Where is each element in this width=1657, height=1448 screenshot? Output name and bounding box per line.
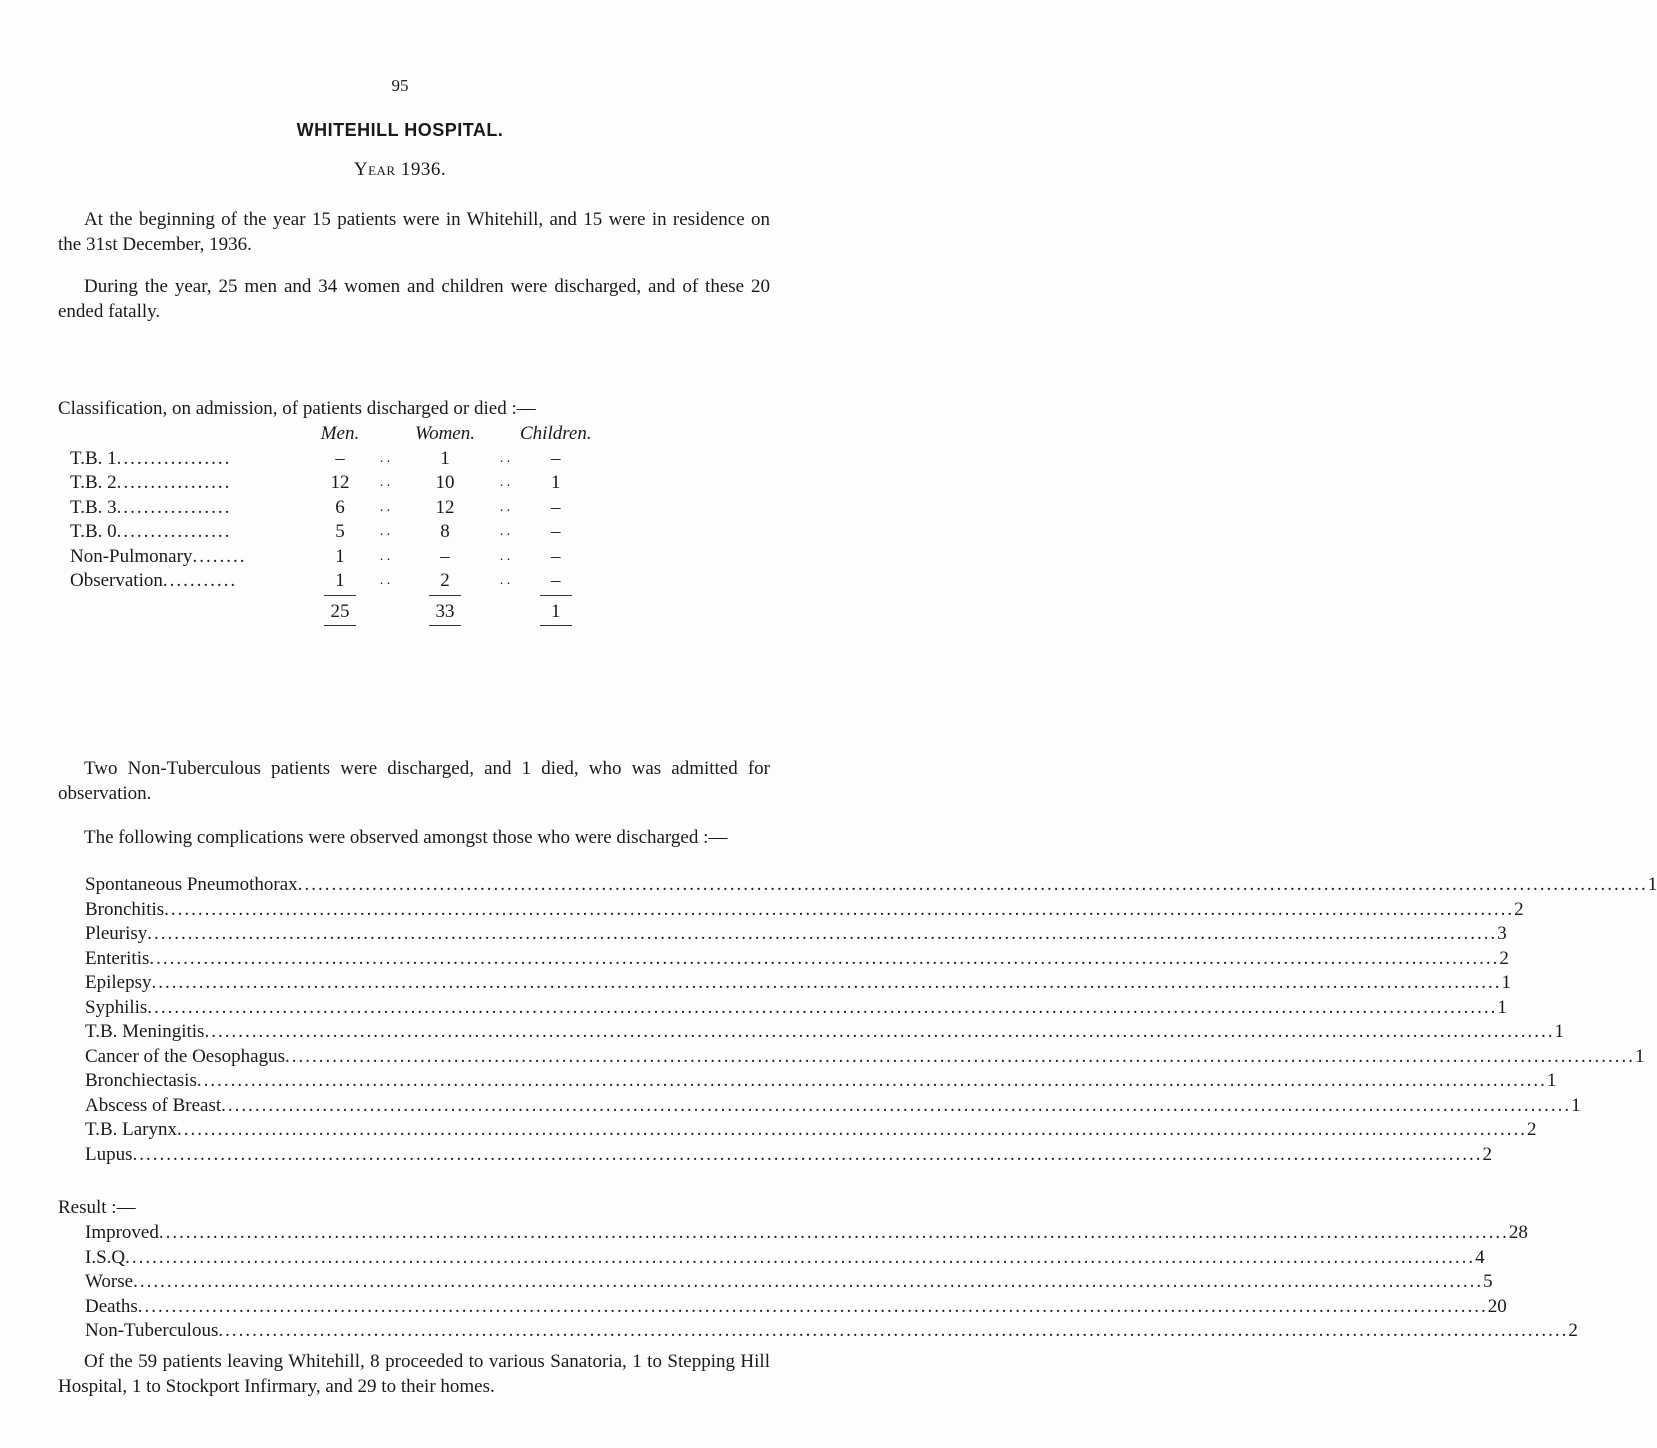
complication-row xyxy=(85,971,1511,996)
leader-dots: ................. xyxy=(116,521,232,542)
item-value: 4 xyxy=(1475,1246,1485,1268)
page-number: 95 xyxy=(391,76,409,95)
cell-children: – xyxy=(551,496,561,518)
leader-dots: ................. xyxy=(116,496,232,518)
paragraph-leaving xyxy=(58,1349,770,1399)
item-value: 1 xyxy=(1647,874,1657,895)
item-name: Lupus xyxy=(85,1143,133,1165)
classification-row xyxy=(70,569,592,594)
paragraph-5-text: Of the 59 patients leaving Whitehill, 8 proceeded to various Sanatoria, 1 to Stepping Hill Hospital, 1 to Stockport Infirmary, and 29 to their homes. xyxy=(58,1351,770,1397)
leader-dots: ........................................................................................................................................................................................................ xyxy=(147,996,1498,1018)
complication-row xyxy=(85,1094,1581,1119)
leader-dots: ................. xyxy=(116,472,232,493)
complication-row xyxy=(85,1118,1537,1143)
complication-row xyxy=(85,1045,1645,1070)
row-label-text: T.B. 2 xyxy=(70,472,117,493)
item-name: Epilepsy xyxy=(85,972,152,993)
leader-dots: ........................................................................................................................................................................................................ xyxy=(164,898,1515,920)
complications-list xyxy=(85,873,1657,1167)
leader-dots: ........ xyxy=(192,545,247,567)
separator-dots: . . xyxy=(499,548,511,564)
paragraph-2-text: During the year, 25 men and 34 women and children were discharged, and of these 20 ended fatally. xyxy=(58,276,770,322)
row-label-text: Observation xyxy=(70,570,163,591)
item-value: 2 xyxy=(1499,947,1509,969)
row-label-text: Non-Pulmonary xyxy=(70,545,193,567)
classification-intro: Classification, on admission, of patients discharged or died :— xyxy=(58,398,536,419)
cell-men: 1 xyxy=(335,570,345,591)
cell-women: 2 xyxy=(440,570,450,591)
result-row xyxy=(85,1295,1507,1320)
classification-row xyxy=(70,545,592,570)
row-label xyxy=(70,545,310,570)
classification-row xyxy=(70,447,592,472)
item-name: Bronchitis xyxy=(85,898,165,920)
item-name: Improved xyxy=(85,1222,159,1243)
leader-dots: ........................................................................................................................................................................................................ xyxy=(221,1094,1572,1116)
separator-dots: . . xyxy=(379,499,391,515)
row-label xyxy=(70,569,310,594)
item-name: Worse xyxy=(85,1271,134,1292)
complication-row xyxy=(85,947,1509,972)
separator-dots: . . xyxy=(379,450,391,466)
paragraph-discharged xyxy=(58,274,770,324)
leader-dots: ........... xyxy=(162,570,238,591)
paragraph-non-tuberculous xyxy=(58,756,770,806)
result-row xyxy=(85,1246,1485,1271)
item-value: 1 xyxy=(1497,996,1507,1018)
cell-children: – xyxy=(551,521,561,542)
paragraph-4-text: The following complications were observed amongst those who were discharged :— xyxy=(84,827,728,848)
paragraph-3-text: Two Non-Tuberculous patients were discharged, and 1 died, who was admitted for observation. xyxy=(58,758,770,804)
row-label xyxy=(70,471,310,496)
total-men: 25 xyxy=(324,595,356,626)
cell-women: 8 xyxy=(440,521,450,542)
separator-dots: . . xyxy=(379,524,391,539)
leader-dots: ........................................................................................................................................................................................................ xyxy=(177,1119,1527,1140)
complication-row xyxy=(85,1020,1564,1045)
item-name: Spontaneous Pneumothorax xyxy=(85,874,298,895)
item-value: 1 xyxy=(1501,972,1511,993)
total-children: 1 xyxy=(540,595,572,626)
result-row xyxy=(85,1319,1578,1344)
separator-dots: . . xyxy=(379,573,391,588)
item-name: T.B. Larynx xyxy=(85,1119,177,1140)
item-value: 1 xyxy=(1546,1070,1557,1091)
cell-men: 1 xyxy=(335,545,345,567)
leader-dots: ........................................................................................................................................................................................................ xyxy=(218,1320,1569,1341)
item-value: 28 xyxy=(1508,1222,1528,1243)
leader-dots: ........................................................................................................................................................................................................ xyxy=(149,947,1500,969)
separator-dots: . . xyxy=(499,450,511,466)
complication-row xyxy=(85,898,1524,923)
complication-row xyxy=(85,1143,1492,1168)
item-name: Syphilis xyxy=(85,996,148,1018)
item-name: Bronchiectasis xyxy=(85,1070,197,1091)
result-label: Result :— xyxy=(58,1197,136,1218)
row-label xyxy=(70,520,310,545)
cell-men: 5 xyxy=(335,521,345,542)
row-label xyxy=(70,447,310,472)
item-value: 20 xyxy=(1487,1295,1507,1317)
header-women: Women. xyxy=(415,423,475,444)
item-value: 2 xyxy=(1482,1143,1492,1165)
separator-dots: . . xyxy=(499,499,511,515)
result-row xyxy=(85,1270,1493,1295)
row-label-text: T.B. 1 xyxy=(70,447,117,469)
separator-dots: . . xyxy=(499,573,511,588)
classification-table xyxy=(70,422,592,628)
leader-dots: ........................................................................................................................................................................................................ xyxy=(284,1045,1635,1067)
item-value: 5 xyxy=(1483,1271,1493,1292)
separator-dots: . . xyxy=(379,475,391,490)
header-men: Men. xyxy=(320,423,360,444)
item-name: Enteritis xyxy=(85,947,150,969)
separator-dots: . . xyxy=(379,548,391,564)
cell-children: 1 xyxy=(551,472,561,493)
cell-children: – xyxy=(551,570,561,591)
paragraph-beginning xyxy=(58,207,770,257)
item-value: 2 xyxy=(1568,1320,1578,1341)
item-name: Abscess of Breast xyxy=(85,1094,222,1116)
item-value: 1 xyxy=(1554,1021,1564,1042)
item-name: Cancer of the Oesophagus xyxy=(85,1045,285,1067)
leader-dots: ........................................................................................................................................................................................................ xyxy=(158,1222,1509,1243)
row-label xyxy=(70,496,310,521)
leader-dots: ........................................................................................................................................................................................................ xyxy=(297,874,1648,895)
separator-dots: . . xyxy=(499,524,511,539)
total-women: 33 xyxy=(429,595,461,626)
complication-row xyxy=(85,922,1507,947)
complication-row xyxy=(85,873,1657,898)
leader-dots: ........................................................................................................................................................................................................ xyxy=(147,923,1498,944)
cell-men: 12 xyxy=(330,472,350,493)
leader-dots: ........................................................................................................................................................................................................ xyxy=(137,1295,1488,1317)
cell-women: 10 xyxy=(435,472,455,493)
item-name: Deaths xyxy=(85,1295,138,1317)
cell-women: – xyxy=(440,545,450,567)
item-value: 2 xyxy=(1527,1119,1537,1140)
leader-dots: ................. xyxy=(116,447,232,469)
item-value: 1 xyxy=(1634,1045,1645,1067)
cell-women: 1 xyxy=(440,447,450,469)
document-title: WHITEHILL HOSPITAL. xyxy=(296,120,504,140)
cell-women: 12 xyxy=(435,496,455,518)
item-name: Non-Tuberculous xyxy=(85,1320,219,1341)
leader-dots: ........................................................................................................................................................................................................ xyxy=(196,1070,1547,1091)
leader-dots: ........................................................................................................................................................................................................ xyxy=(132,1143,1483,1165)
item-name: T.B. Meningitis xyxy=(85,1021,205,1042)
classification-total-row xyxy=(70,594,592,628)
cell-men: – xyxy=(335,447,345,469)
separator-dots: . . xyxy=(499,475,511,490)
result-row xyxy=(85,1221,1528,1246)
classification-row xyxy=(70,496,592,521)
classification-row xyxy=(70,520,592,545)
cell-men: 6 xyxy=(335,496,345,518)
paragraph-complications-intro xyxy=(58,825,770,850)
complication-row xyxy=(85,1069,1557,1094)
item-value: 2 xyxy=(1514,898,1524,920)
leader-dots: ........................................................................................................................................................................................................ xyxy=(125,1246,1476,1268)
leader-dots: ........................................................................................................................................................................................................ xyxy=(133,1271,1484,1292)
item-name: I.S.Q xyxy=(85,1246,126,1268)
leader-dots: ........................................................................................................................................................................................................ xyxy=(151,972,1502,993)
classification-header-row xyxy=(70,422,592,447)
item-name: Pleurisy xyxy=(85,923,148,944)
item-value: 3 xyxy=(1497,923,1507,944)
paragraph-1-text: At the beginning of the year 15 patients were in Whitehill, and 15 were in residence on the 31st December, 1936. xyxy=(58,209,770,255)
classification-row xyxy=(70,471,592,496)
row-label-text: T.B. 0 xyxy=(70,521,117,542)
results-list xyxy=(85,1221,1578,1344)
cell-children: – xyxy=(551,545,561,567)
row-label-text: T.B. 3 xyxy=(70,496,117,518)
complication-row xyxy=(85,996,1507,1021)
item-value: 1 xyxy=(1571,1094,1581,1116)
header-children: Children. xyxy=(520,423,592,444)
cell-children: – xyxy=(551,447,561,469)
document-subtitle: Year 1936. xyxy=(353,159,447,180)
leader-dots: ........................................................................................................................................................................................................ xyxy=(204,1021,1555,1042)
